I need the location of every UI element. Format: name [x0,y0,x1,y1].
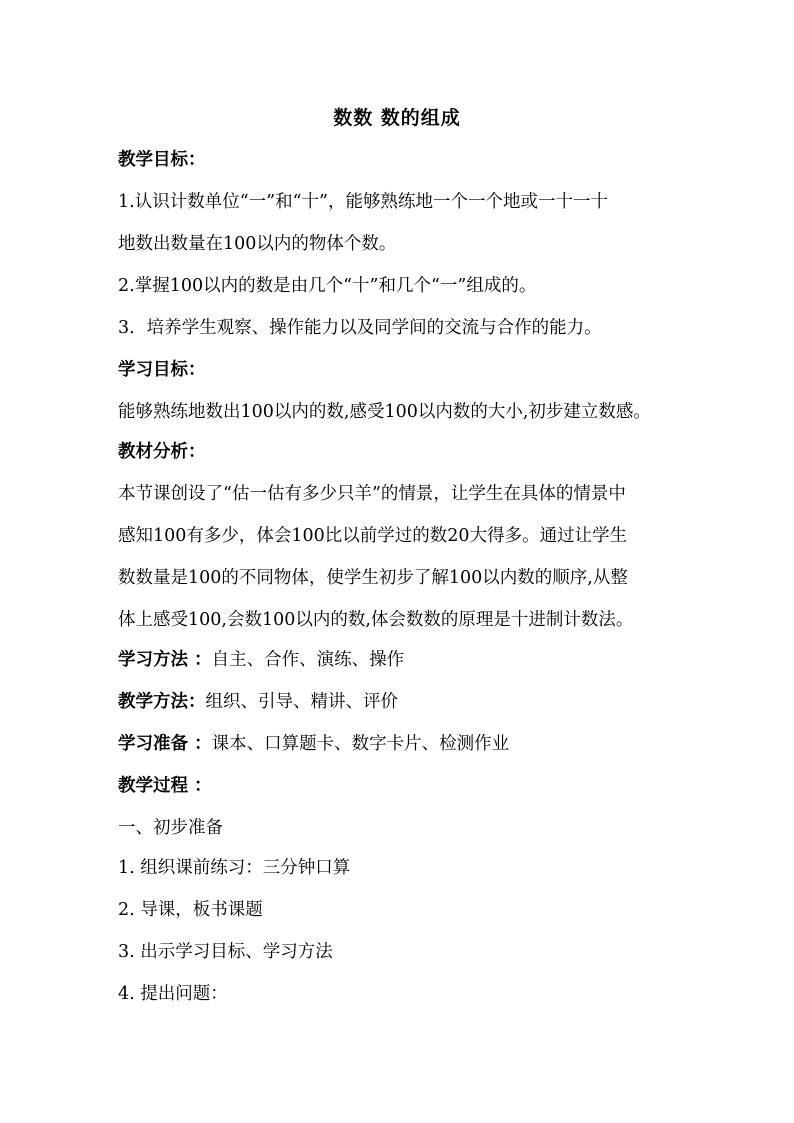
preparation-value: 课本、口算题卡、数字卡片、检测作业 [211,734,510,754]
goal-2: 2.掌握100以内的数是由几个“十”和几个“一”组成的。 [118,276,537,296]
goal-1-line-2: 地数出数量在100以内的物体个数。 [118,234,397,254]
learning-goal: 能够熟练地数出100以内的数,感受100以内数的大小,初步建立数感。 [118,402,651,422]
preparation-row [118,730,688,758]
process-heading: 教学过程 ： [118,776,212,796]
learning-goals-heading: 学习目标： [118,360,206,380]
teaching-method-label: 教学方法： [118,692,206,712]
analysis-line-1: 本节课创设了“估一估有多少只羊”的情景，让学生在具体的情景中 [118,484,626,504]
step-1: 1. 组织课前练习：三分钟口算 [118,858,351,878]
learning-method-value: 自主、合作、演练、操作 [211,650,405,670]
learning-method-label: 学习方法 ： [118,650,212,670]
goal-3: 3．培养学生观察、操作能力以及同学间的交流与合作的能力。 [118,318,602,338]
goal-1-line-1: 1.认识计数单位“一”和“十”，能够熟练地一个一个地或一十一十 [118,192,608,212]
teaching-method-value: 组织、引导、精讲、评价 [205,692,398,712]
analysis-line-2: 感知100有多少，体会100比以前学过的数20大得多。通过让学生 [118,526,628,546]
step-2: 2. 导课，板书课题 [118,900,263,920]
document-title: 数数 数的组成 [333,107,461,129]
analysis-line-4: 体上感受100,会数100以内的数,体会数数的原理是十进制计数法。 [118,610,634,630]
teaching-goals-heading: 教学目标： [118,150,206,170]
teaching-method-row [118,688,688,716]
step-3: 3. 出示学习目标、学习方法 [118,942,333,962]
analysis-line-3: 数数量是100的不同物体，使学生初步了解100以内数的顺序,从整 [118,568,628,588]
step-4: 4. 提出问题： [118,984,228,1004]
section-1: 一、初步准备 [118,818,223,838]
material-analysis-heading: 教材分析： [118,442,206,462]
learning-method-row [118,646,688,674]
preparation-label: 学习准备 ： [118,734,212,754]
